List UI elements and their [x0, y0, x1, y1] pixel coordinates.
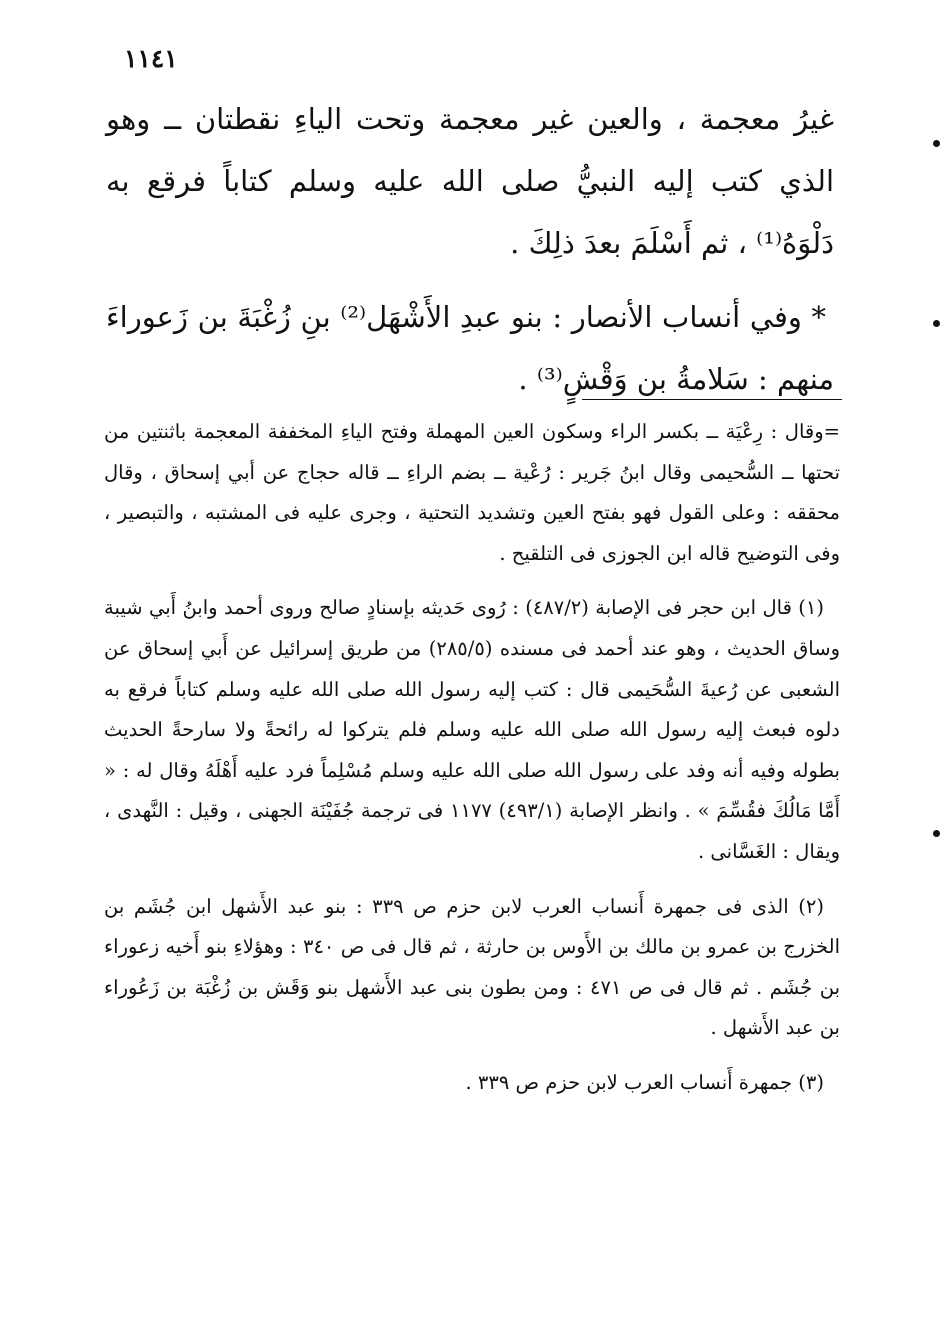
footnote-continuation: =وقال : رِعْيَة ــ بكسر الراء وسكون العين المهملة وفتح الياءِ المخففة المعجمة باثنتين من تحتها ــ السُّحيمى وقال ابنُ جَرير : رُعْية ــ بضم الراءِ ــ قاله حجاج عن أبي إسحاق ، وقال محققه : وعلى القول فهو بفتح العين وتشديد التحتية ، وجرى عليه فى المشتبه ، والتبصير ، وفى التوضيح قاله ابن الجوزى فى التلقيح .: [104, 420, 840, 565]
main-text: [106, 88, 834, 410]
footnote-divider: [582, 399, 842, 400]
footnote-2: (٢) الذى فى جمهرة أَنساب العرب لابن حزم ص ٣٣٩ : بنو عبد الأَشهل ابن جُشَم بن الخزرج بن عمرو بن مالك بن الأَوس بن حارثة ، ثم قال فى ص ٣٤٠ : وهؤلاءِ بنو أَخيه زعوراء بن جُشَم . ثم قال فى ص ٤٧١ : ومن بطون بنى عبد الأَشهل بنو وَقَش بن زُغْبَة بن زَعُوراء بن عبد الأَشهل .: [104, 894, 840, 1040]
margin-dot: [933, 830, 940, 837]
footnote-3: (٣) جمهرة أَنساب العرب لابن حزم ص ٣٣٩ .: [465, 1070, 824, 1094]
main-paragraph: غيرُ معجمة ، والعين غير معجمة وتحت الياءِ نقطتان ــ وهو الذي كتب إليه النبيُّ صلى الله عليه وسلم كتاباً فرقع به دَلْوَهُ⁽¹⁾ ، ثم أَسْلَمَ بعدَ ذلِكَ .: [106, 102, 834, 260]
margin-dot: [933, 140, 940, 147]
footnotes: [104, 412, 840, 1104]
footnote-1: (١) قال ابن حجر فى الإصابة (٤٨٧/٢) : رُوى حَديثه بإسنادٍ صالح وروى أحمد وابنُ أَبي شيبة وساق الحديث ، وهو عند أحمد فى مسنده (٢٨٥/٥) من طريق إسرائيل عن أَبي إسحاق عن الشعبى عن رُعيةَ السُّحَيمى قال : كتب إليه رسول الله صلى الله عليه وسلم كتاباً فرقع به دلوه فبعث إليه رسول الله صلى الله عليه وسلم فلم يتركوا له رائحةً ولا سارحةً الحديث بطوله وفيه أنه وفد على رسول الله صلى الله عليه وسلم مُسْلِماً فرد عليه أَهْلَهُ وقال له : « أَمَّا مَالُكَ فقُسِّمَ » . وانظر الإصابة (٤٩٣/١) ١١٧٧ فى ترجمة جُفَيْنَة الجهنى ، وقيل : النَّهدى ، ويقال : الغَسَّانى .: [104, 596, 840, 863]
page-number: ١١٤١: [124, 44, 178, 73]
main-paragraph: * وفي أنساب الأنصار : بنو عبدِ الأَشْهَل⁽²⁾ بنِ زُغْبَةَ بن زَعوراءَ منهم : سَلامةُ بن وَقْشٍ⁽³⁾ .: [106, 300, 834, 396]
margin-dot: [933, 320, 940, 327]
